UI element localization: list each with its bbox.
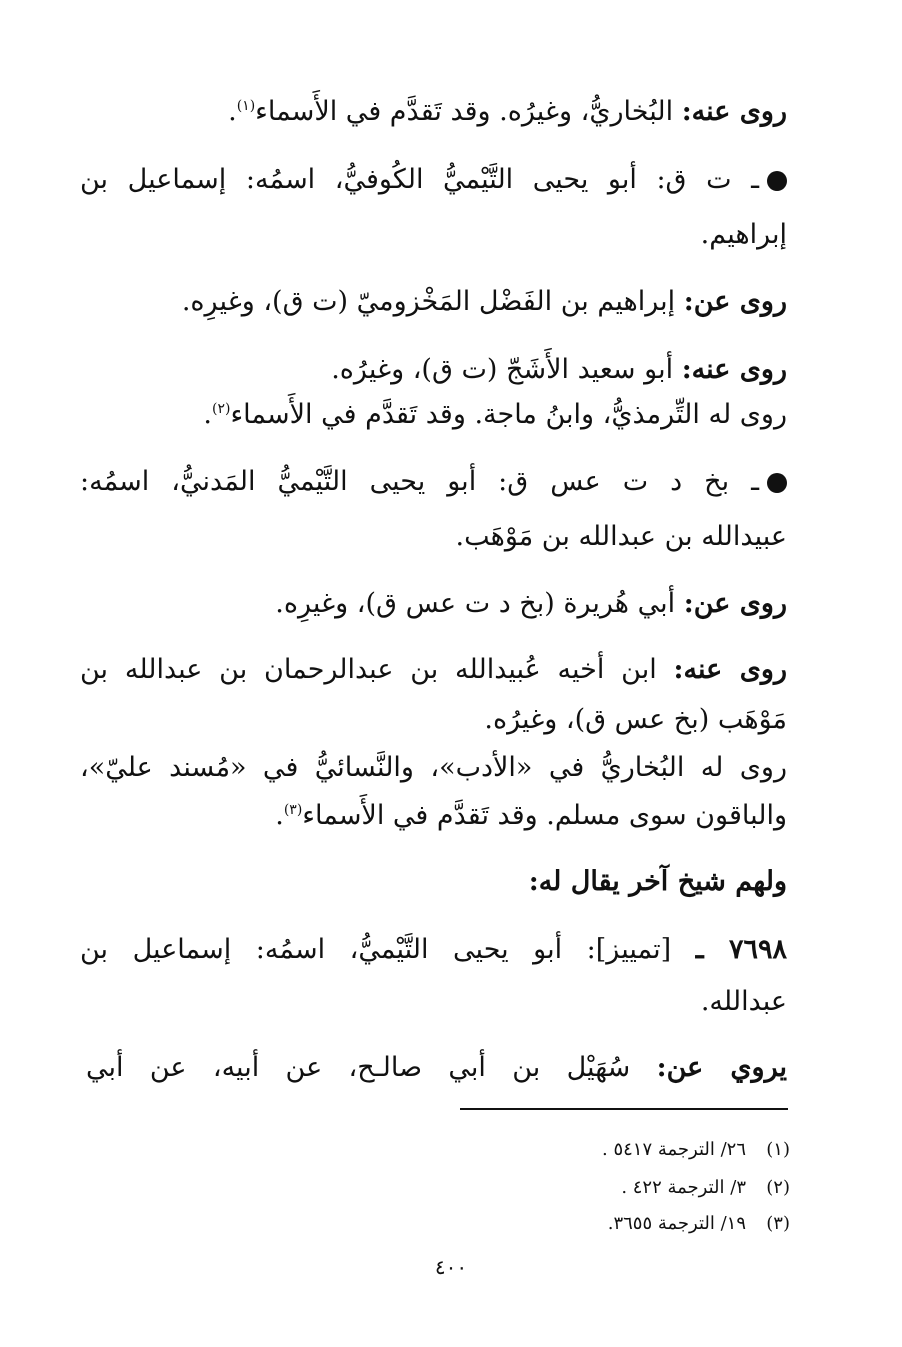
entry-continuation-line — [701, 982, 787, 1022]
line-label: روى عن: — [683, 286, 787, 317]
narrated-by-line — [203, 395, 787, 435]
entry-continuation-line — [701, 215, 787, 255]
page-number: ٤٠٠ — [434, 1255, 468, 1279]
line-text: روى له التِّرمذيُّ، وابنُ ماجة. وقد تَقدَّم في الأَسماء — [230, 399, 787, 430]
line-text: عبيدالله بن عبدالله بن مَوْهَب. — [455, 521, 787, 552]
footnote-ref: (٢) — [212, 401, 231, 417]
narrates-from-line — [275, 584, 787, 624]
line-text: إبراهيم بن الفَضْل المَخْزوميّ (ت ق)، وغيرِه. — [181, 286, 676, 317]
entry-continuation-line — [455, 517, 787, 557]
narrators-from-line — [331, 350, 787, 390]
line-tail: . — [203, 399, 212, 430]
footnote-ref: (٣) — [283, 802, 303, 818]
bullet-icon — [767, 473, 787, 493]
line-label: يروي عن: — [656, 1052, 787, 1083]
line-text: روى له البُخاريُّ في «الأدب»، والنَّسائيُّ في «مُسند عليّ»، — [80, 752, 787, 783]
line-tail: . — [275, 800, 284, 831]
footnote-text: ٣/ الترجمة ٤٢٢ . — [621, 1177, 746, 1198]
line-text: عبدالله. — [700, 986, 787, 1017]
line-text: ابن أخيه عُبيدالله بن عبدالرحمان بن عبدالله بن — [80, 654, 657, 685]
line-text: ـ ت ق: أبو يحيى التَّيْميُّ الكُوفيُّ، اسمُه: إسماعيل بن — [80, 164, 759, 195]
footnote-divider — [460, 1108, 788, 1110]
narrates-from-line — [86, 1048, 787, 1088]
entry-heading-line — [80, 462, 787, 502]
footnote-text: ٢٦/ الترجمة ٥٤١٧ . — [601, 1139, 746, 1160]
entry-continuation-line — [484, 700, 787, 740]
line-text: ـ بخ د ت عس ق: أبو يحيى التَّيْميُّ المَدنيُّ، اسمُه: — [80, 466, 759, 497]
narrators-from-line — [228, 92, 787, 132]
footnote-number: (٢) — [766, 1177, 790, 1198]
narrates-from-line — [182, 282, 787, 322]
narrators-from-line — [80, 650, 787, 690]
footnote-number: (٣) — [766, 1213, 790, 1234]
footnote — [602, 1136, 790, 1164]
line-label: روى عن: — [683, 588, 787, 619]
line-text: [تمييز]: أبو يحيى التَّيْميُّ، اسمُه: إسماعيل بن — [80, 934, 672, 965]
footnote-ref: (١) — [236, 98, 256, 114]
footnote — [608, 1210, 790, 1238]
line-text: البُخاريُّ، وغيرُه. وقد تَقدَّم في الأَسماء — [255, 96, 674, 127]
entry-number: ٧٦٩٨ ـ — [695, 934, 787, 965]
line-text: سُهَيْل بن أبي صالـح، عن أبيه، عن أبي — [86, 1052, 631, 1083]
line-label: روى عنه: — [673, 654, 788, 685]
line-text: أبو سعيد الأَشَجّ (ت ق)، وغيرُه. — [331, 354, 674, 385]
line-label: روى عنه: — [681, 96, 787, 127]
entry-heading-line — [80, 930, 787, 970]
narrated-by-continuation-line — [275, 796, 787, 836]
entry-heading-line — [80, 160, 787, 200]
bullet-icon — [767, 171, 787, 191]
footnote — [621, 1174, 790, 1202]
footnote-number: (١) — [766, 1139, 790, 1160]
line-label: روى عنه: — [681, 354, 787, 385]
line-label: ولهم شيخ آخر يقال له: — [528, 866, 787, 897]
narrated-by-line — [80, 748, 787, 788]
section-heading — [529, 862, 787, 902]
line-text: أبي هُريرة (بخ د ت عس ق)، وغيرِه. — [275, 588, 676, 619]
line-text: والباقون سوى مسلم. وقد تَقدَّم في الأَسماء — [302, 800, 787, 831]
line-tail: . — [228, 96, 237, 127]
line-text: إبراهيم. — [700, 219, 787, 250]
footnote-text: ١٩/ الترجمة ٣٦٥٥. — [607, 1213, 746, 1234]
line-text: مَوْهَب (بخ عس ق)، وغيرُه. — [484, 704, 787, 735]
